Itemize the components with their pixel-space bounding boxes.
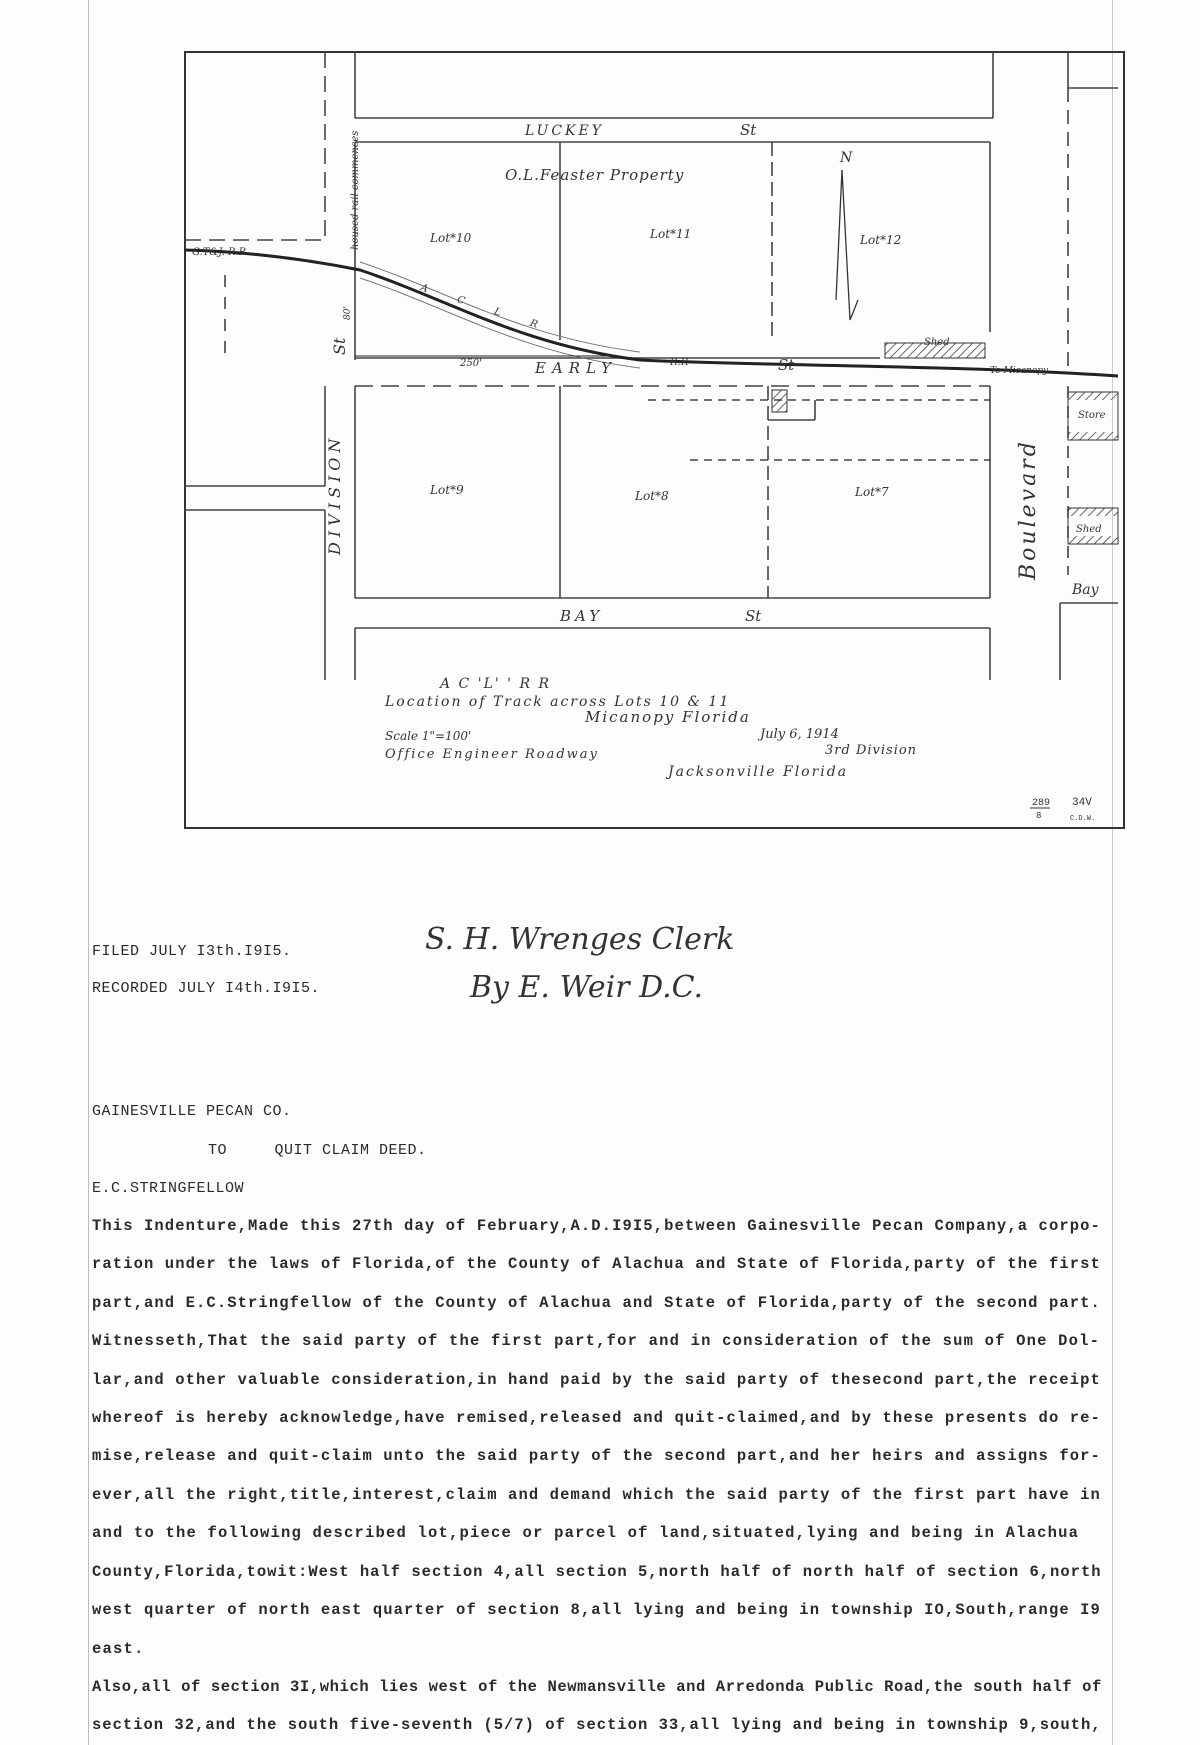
title-line-1: A C 'L' ' R R [440,676,551,692]
track-letters: A C L R [419,282,553,336]
title-line-8: Jacksonville Florida [668,764,849,780]
corner-right-note: 34V [1072,797,1092,809]
street-division-st: St [330,337,349,355]
grantor-name: GAINESVILLE PECAN CO. [92,1103,292,1120]
corner-note-bottom: 8 [1036,811,1042,821]
street-bay: BAY [560,607,604,625]
shed-right-hatch-top [1068,508,1118,516]
deed-line-10: County,Florida,towit:West half section 4,all section 5,north half of north half of section 6,north [92,1563,1102,1581]
corner-note-top: 289 [1032,798,1051,809]
lot-9-label: Lot*9 [430,483,464,497]
lot-8-label: Lot*8 [635,489,669,503]
deed-line-4: Witnesseth,That the said party of the first part,for and in consideration of the sum of One Dol- [92,1332,1101,1350]
deed-type-line: TO QUIT CLAIM DEED. [208,1142,427,1159]
store-hatch-top [1068,392,1118,400]
clerk-signature: S. H. Wrenges Clerk [425,922,735,957]
north-arrow [836,150,858,320]
shed-right-hatch-bottom [1068,536,1118,544]
corner-initials: C.D.W. [1070,815,1096,823]
street-luckey: LUCKEY [525,123,604,139]
deed-line-11: west quarter of north east quarter of section 8,all lying and being in township IO,South,range I9 [92,1601,1101,1619]
block-lines-upper [185,52,1118,370]
property-label: O.L.Feaster Property [505,166,685,184]
deed-line-6: whereof is hereby acknowledge,have remised,released and quit-claimed,and by these presents do re- [92,1409,1101,1427]
deed-line-9: and to the following described lot,piece or parcel of land,situated,lying and being in Alachua [92,1524,1080,1542]
shed-right-label: Shed [1076,524,1102,535]
deed-line-13: Also,all of section 3I,which lies west of the Newmansville and Arredonda Public Road,the south half of [92,1678,1102,1696]
title-line-6: Office Engineer Roadway [385,747,599,762]
recorded-date: RECORDED JULY I4th.I9I5. [92,980,321,997]
lot-10-label: Lot*10 [430,231,472,245]
title-line-7: 3rd Division [825,743,918,758]
rr-bottom-label: R.R [670,357,689,368]
map-title-block [384,676,917,780]
rr-left-label: G.T&J. R.R [192,247,247,258]
grantee-name: E.C.STRINGFELLOW [92,1180,245,1197]
rail-note: housed rail commences [350,130,361,250]
street-boulevard: Boulevard [1016,439,1041,580]
to-micanopy-label: To Micanopy [990,366,1049,376]
title-line-4: July 6, 1914 [760,727,839,742]
street-bay-st: St [745,607,762,625]
dimension-250: 250' [460,358,482,369]
deed-line-14: section 32,and the south five-seventh (5/7) of section 33,all lying and being in township 9,south, [92,1716,1102,1734]
street-bay-right: Bay [1072,582,1099,598]
street-luckey-st: St [740,121,757,139]
deed-line-12: east. [92,1640,145,1658]
deed-line-1: This Indenture,Made this 27th day of February,A.D.I9I5,between Gainesville Pecan Company,a corpo- [92,1217,1101,1235]
deputy-signature: By E. Weir D.C. [470,970,704,1005]
lot-12-label: Lot*12 [860,233,902,247]
deed-line-2: ration under the laws of Florida,of the County of Alachua and State of Florida,party of the first [92,1255,1101,1273]
store-hatch-bottom [1068,432,1118,440]
shed-top-label: Shed [924,337,950,348]
deed-line-3: part,and E.C.Stringfellow of the County of Alachua and State of Florida,party of the second part. [92,1294,1101,1312]
title-line-5: Scale 1"=100' [385,729,472,743]
railroad-track-map [0,0,1200,840]
lot-11-label: Lot*11 [650,227,692,241]
deed-line-8: ever,all the right,title,interest,claim and demand which the said party of the first part have in [92,1486,1101,1504]
title-line-2: Location of Track across Lots 10 & 11 [385,694,731,710]
lot-7-label: Lot*7 [855,485,889,499]
deed-line-5: lar,and other valuable consideration,in hand paid by the said party of thesecond part,the receipt [92,1371,1101,1389]
street-division: DIVISION [325,433,344,555]
store-label: Store [1078,410,1106,421]
dimension-80: 80' [343,306,353,320]
street-early: EARLY [535,359,617,377]
street-early-st: St [778,356,795,374]
depot-building [772,390,787,412]
north-label: N [840,150,853,166]
deed-line-7: mise,release and quit-claim unto the said party of the second part,and her heirs and assigns for- [92,1447,1101,1465]
filed-date: FILED JULY I3th.I9I5. [92,943,292,960]
title-line-3: Micanopy Florida [585,708,751,726]
